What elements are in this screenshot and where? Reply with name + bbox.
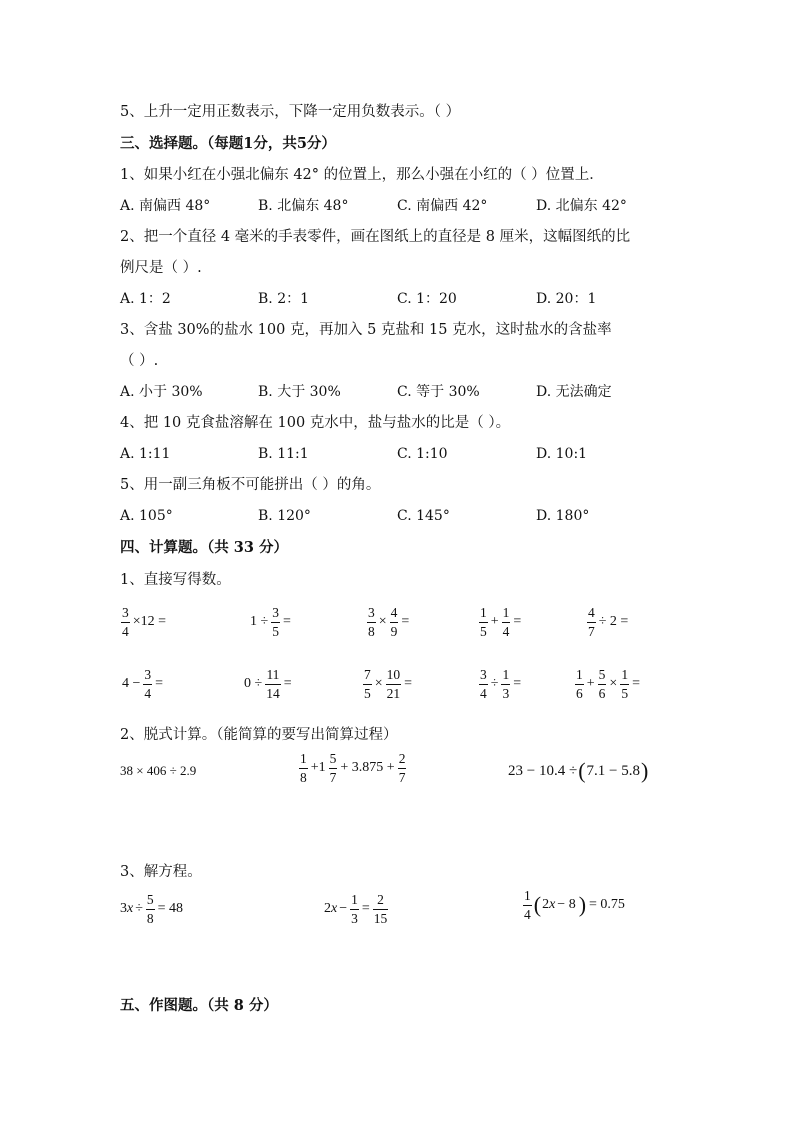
mc-question-5: 5、用一副三角板不可能拼出（ ）的角。 — [120, 477, 381, 493]
equation-1: 3 x ÷ $\frac{5}{8}$ = 48 — [120, 892, 184, 926]
expr-r2-4: $\frac{3}{4}$ ÷ $\frac{1}{3}$ = — [480, 667, 522, 701]
q4-option-c: C. 1:10 — [397, 446, 448, 462]
mc-question-2-line2: 例尺是（ ）. — [120, 260, 202, 276]
section-4-title: 四、计算题。（共 33 分） — [120, 539, 289, 556]
expr-r2-3: $\frac{7}{5}$ × $\frac{10}{21}$ = — [364, 667, 413, 701]
expr-r1-5: $\frac{4}{7}$ ÷ 2 = — [588, 605, 629, 639]
expr-r2-2: 0 ÷ $\frac{11}{14}$ = — [244, 667, 292, 701]
mc-question-3-line2: （ ）. — [120, 353, 159, 369]
q2-option-b: B. 2：1 — [258, 291, 310, 307]
q2-option-a: A. 1：2 — [120, 291, 171, 307]
expr-r1-4: $\frac{1}{5}$ + $\frac{1}{4}$ = — [480, 605, 522, 639]
q1-option-c: C. 南偏西 42° — [397, 198, 488, 214]
q5-option-d: D. 180° — [536, 508, 590, 524]
section-3-title: 三、选择题。（每题1分，共5分） — [120, 135, 336, 152]
q2-option-d: D. 20：1 — [536, 291, 597, 307]
q1-option-a: A. 南偏西 48° — [120, 198, 211, 214]
q4-option-d: D. 10:1 — [536, 446, 588, 462]
q3-option-a: A. 小于 30% — [120, 384, 203, 400]
mc-question-4: 4、把 10 克食盐溶解在 100 克水中，盐与盐水的比是（ ）。 — [120, 415, 511, 431]
q3-option-c: C. 等于 30% — [397, 384, 480, 400]
expr-r1-1: $\frac{3}{4}$ ×12 = — [122, 605, 167, 639]
mc-question-2-line1: 2、把一个直径 4 毫米的手表零件，画在图纸上的直径是 8 厘米，这幅图纸的比 — [120, 229, 631, 245]
expr-r2-1: 4 − $\frac{3}{4}$ = — [122, 667, 164, 701]
calc-3: 23 − 10.4 ÷ ( 7.1 − 5.8 ) — [508, 758, 649, 783]
fraction: $\frac{3}{4}$ — [122, 605, 129, 639]
calc-2: $\frac{1}{8}$ +1 $\frac{5}{7}$ + 3.875 + $\frac{2}{7}$ — [300, 751, 406, 785]
q3-option-d: D. 无法确定 — [536, 384, 612, 400]
q5-option-c: C. 145° — [397, 508, 450, 524]
q4-option-b: B. 11:1 — [258, 446, 309, 462]
part-2-title: 2、脱式计算。（能简算的要写出简算过程） — [120, 727, 398, 743]
q1-option-d: D. 北偏东 42° — [536, 198, 627, 214]
tf-question-5: 5、上升一定用正数表示，下降一定用负数表示。（ ） — [120, 104, 461, 120]
expr-r1-3: $\frac{3}{8}$ × $\frac{4}{9}$ = — [368, 605, 410, 639]
q1-option-b: B. 北偏东 48° — [258, 198, 349, 214]
equation-2: 2 x − $\frac{1}{3}$ = $\frac{2}{15}$ — [324, 892, 388, 926]
mc-question-1: 1、如果小红在小强北偏东 42° 的位置上，那么小强在小红的（ ）位置上． — [120, 167, 604, 183]
q2-option-c: C. 1：20 — [397, 291, 457, 307]
equation-3: $\frac{1}{4}$ ( 2 x − 8 ) = 0.75 — [524, 888, 625, 922]
q5-option-a: A. 105° — [120, 508, 173, 524]
section-5-title: 五、作图题。（共 8 分） — [120, 997, 278, 1014]
part-1-title: 1、直接写得数。 — [120, 572, 231, 588]
q4-option-a: A. 1:11 — [120, 446, 171, 462]
expr-r2-5: $\frac{1}{6}$ + $\frac{5}{6}$ × $\frac{1}{5}$ = — [576, 667, 640, 701]
q5-option-b: B. 120° — [258, 508, 311, 524]
q3-option-b: B. 大于 30% — [258, 384, 341, 400]
part-3-title: 3、解方程。 — [120, 864, 202, 880]
fraction: $\frac{3}{5}$ — [272, 605, 279, 639]
mc-question-3-line1: 3、含盐 30%的盐水 100 克，再加入 5 克盐和 15 克水，这时盐水的含盐率 — [120, 322, 612, 338]
calc-1: 38 × 406 ÷ 2.9 — [120, 763, 197, 778]
expr-r1-2: 1 ÷ $\frac{3}{5}$ = — [250, 605, 291, 639]
